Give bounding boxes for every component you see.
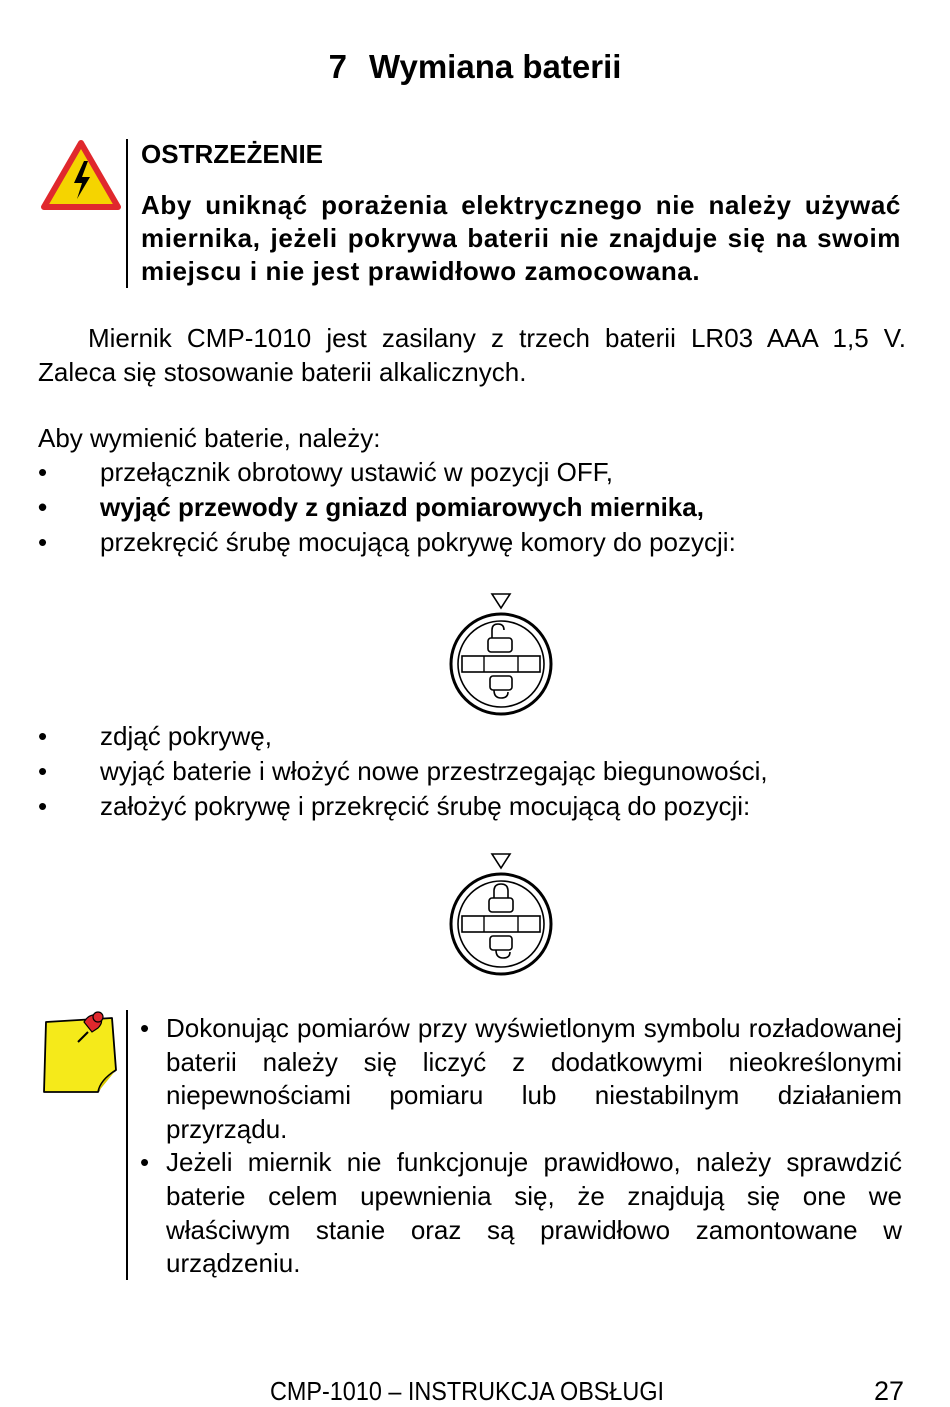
intro-paragraph: Miernik CMP-1010 jest zasilany z trzech baterii LR03 AAA 1,5 V. Zaleca się stosowanie baterii alkalicznych. — [38, 323, 906, 387]
warning-text: Aby uniknąć porażenia elektrycznego nie należy używać miernika, jeżeli pokrywa baterii nie znajduje się na swoim miejscu i nie jest prawidłowo zamocowana. — [141, 190, 901, 286]
screw-unlocked-position-icon — [446, 590, 558, 716]
steps-list-a — [38, 455, 736, 560]
list-item-text: przełącznik obrotowy ustawić w pozycji OFF, — [100, 457, 613, 487]
bullet-icon: • — [38, 527, 48, 557]
list-item-text: wyjąć baterie i włożyć nowe przestrzegając biegunowości, — [100, 756, 768, 786]
note-divider — [126, 1010, 128, 1280]
pinned-note-icon — [38, 1008, 120, 1096]
list-item-text: przekręcić śrubę mocującą pokrywę komory do pozycji: — [100, 527, 736, 557]
list-item — [38, 719, 768, 754]
list-item-text: założyć pokrywę i przekręcić śrubę mocującą do pozycji: — [100, 791, 751, 821]
list-item — [38, 789, 768, 824]
screw-locked-position-icon — [446, 850, 558, 976]
bullet-icon: • — [38, 756, 48, 786]
list-item — [38, 754, 768, 789]
list-item — [140, 1012, 902, 1146]
steps-intro: Aby wymienić baterie, należy: — [38, 423, 381, 453]
list-item — [140, 1146, 902, 1280]
steps-list-b — [38, 719, 768, 824]
footer-text: CMP-1010 – INSTRUKCJA OBSŁUGI — [270, 1376, 665, 1406]
section-title — [0, 48, 950, 86]
bullet-icon: • — [140, 1013, 150, 1043]
note-list — [140, 1012, 902, 1281]
warning-heading: OSTRZEŻENIE — [141, 139, 324, 169]
section-number: 7 — [328, 48, 347, 85]
bullet-icon: • — [140, 1147, 150, 1178]
section-title-text: Wymiana baterii — [368, 48, 622, 85]
bullet-icon: • — [38, 791, 48, 821]
bullet-icon: • — [38, 492, 48, 522]
note-item-text: Jeżeli miernik nie funkcjonuje prawidłowo, należy sprawdzić baterie celem upewnienia się, że znajdują się one we właściwym stanie oraz są prawidłowo zamontowane w urządzeniu. — [166, 1147, 902, 1279]
bullet-icon: • — [38, 721, 48, 751]
bullet-icon: • — [38, 457, 48, 487]
list-item — [38, 490, 736, 525]
list-item-text: wyjąć przewody z gniazd pomiarowych miernika, — [100, 492, 704, 522]
page-number: 27 — [874, 1376, 905, 1406]
list-item — [38, 525, 736, 560]
list-item-text: zdjąć pokrywę, — [100, 721, 272, 751]
list-item — [38, 455, 736, 490]
note-item-text: Dokonując pomiarów przy wyświetlonym symbolu rozładowanej baterii należy się liczyć z dodatkowymi nieokreślonymi niepewnościami pomiaru lub niestabilnym działaniem przyrządu. — [166, 1013, 902, 1144]
high-voltage-warning-icon — [40, 139, 122, 211]
warning-divider — [126, 139, 128, 288]
